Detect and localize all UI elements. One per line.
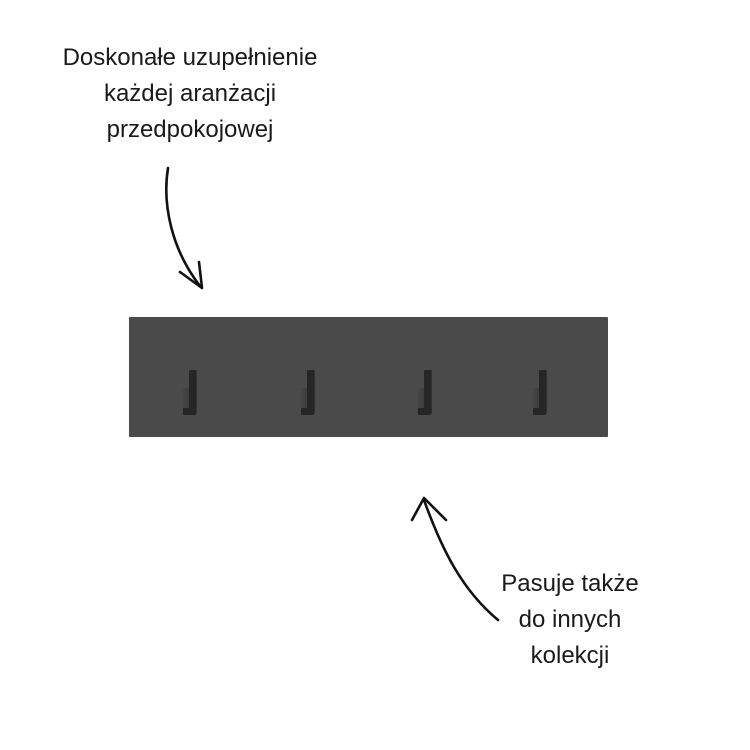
bottom-caption xyxy=(470,566,670,674)
top-caption-line-2: każdej aranżacji xyxy=(103,80,277,107)
bottom-caption-line-1: Pasuje także xyxy=(501,570,639,597)
hook-4 xyxy=(531,370,553,420)
hook-2 xyxy=(299,370,321,420)
top-caption-line-1: Doskonałe uzupełnienie xyxy=(62,44,318,71)
curved-arrow-down-icon xyxy=(150,160,220,300)
hook-1 xyxy=(181,370,203,420)
hook-3 xyxy=(416,370,438,420)
top-caption xyxy=(20,40,360,148)
bottom-caption-line-2: do innych xyxy=(518,606,622,633)
bottom-caption-line-3: kolekcji xyxy=(530,642,610,669)
wall-hook-rail xyxy=(129,317,608,437)
top-caption-line-3: przedpokojowej xyxy=(106,116,274,143)
